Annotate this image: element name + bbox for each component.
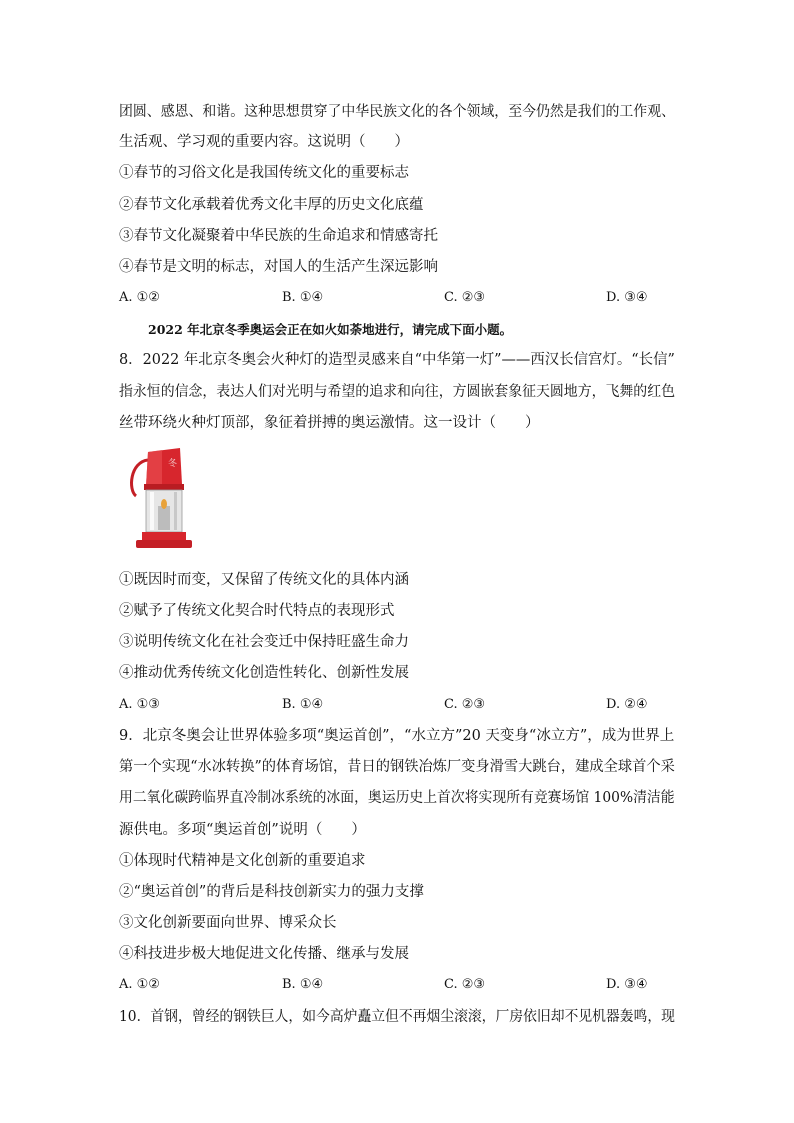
q9-statement-4: ④科技进步极大地促进文化传播、继承与发展 [119,946,409,962]
q9-statement-1: ①体现时代精神是文化创新的重要追求 [119,853,366,869]
q9-stem-line: 9．北京冬奥会让世界体验多项“奥运首创”，“水立方”20 天变身“冰立方”，成为世界上 [119,728,675,744]
q7-option-a: A. ①② [119,290,160,305]
svg-text:冬: 冬 [168,459,178,469]
q8-statement-1: ①既因时而变，又保留了传统文化的具体内涵 [119,572,409,588]
q9-statement-2: ②“奥运首创”的背后是科技创新实力的强力支撑 [119,884,424,900]
q9-stem-line: 用二氧化碳跨临界直冷制冰系统的冰面，奥运历史上首次将实现所有竞赛场馆 100%清洁能 [119,790,675,806]
q8-stem-line: 丝带环绕火种灯顶部，象征着拼搏的奥运激情。这一设计（ ） [119,415,540,431]
q8-option-c: C. ②③ [444,697,486,712]
q10-stem-line: 10．首钢，曾经的钢铁巨人，如今高炉矗立但不再烟尘滚滚，厂房依旧却不见机器轰鸣，现 [119,1009,675,1025]
q7-statement-1: ①春节的习俗文化是我国传统文化的重要标志 [119,165,409,181]
q7-option-c: C. ②③ [444,290,486,305]
q9-option-c: C. ②③ [444,977,486,992]
q9-option-b: B. ①④ [282,977,324,992]
section-intro: 2022 年北京冬季奥运会正在如火如荼地进行，请完成下面小题。 [148,322,513,337]
q7-statement-4: ④春节是文明的标志，对国人的生活产生深远影响 [119,259,438,275]
q8-option-a: A. ①③ [119,697,160,712]
olympic-flame-lantern-icon [122,446,200,554]
q8-stem-line: 8．2022 年北京冬奥会火种灯的造型灵感来自“中华第一灯”——西汉长信宫灯。“长信” [119,352,675,368]
q9-option-a: A. ①② [119,977,160,992]
q8-option-d: D. ②④ [606,697,648,712]
q7-option-b: B. ①④ [282,290,324,305]
q9-stem-line: 第一个实现“水冰转换”的体育场馆，昔日的钢铁冶炼厂变身滑雪大跳台，建成全球首个采 [119,759,675,775]
q7-stem-line: 团圆、感恩、和谐。这种思想贯穿了中华民族文化的各个领域，至今仍然是我们的工作观、 [119,104,675,120]
q9-statement-3: ③文化创新要面向世界、博采众长 [119,915,337,931]
q7-stem-line: 生活观、学习观的重要内容。这说明（ ） [119,134,409,150]
q8-stem-line: 指永恒的信念，表达人们对光明与希望的追求和向往，方圆嵌套象征天圆地方，飞舞的红色 [119,384,675,400]
q8-statement-3: ③说明传统文化在社会变迁中保持旺盛生命力 [119,634,409,650]
q7-statement-2: ②春节文化承载着优秀文化丰厚的历史文化底蕴 [119,197,424,213]
q8-statement-4: ④推动优秀传统文化创造性转化、创新性发展 [119,665,409,681]
q8-option-b: B. ①④ [282,697,324,712]
q9-stem-line: 源供电。多项“奥运首创”说明（ ） [119,822,366,838]
q9-option-d: D. ③④ [606,977,648,992]
q7-option-d: D. ③④ [606,290,648,305]
q7-statement-3: ③春节文化凝聚着中华民族的生命追求和情感寄托 [119,228,438,244]
q8-statement-2: ②赋予了传统文化契合时代特点的表现形式 [119,603,395,619]
